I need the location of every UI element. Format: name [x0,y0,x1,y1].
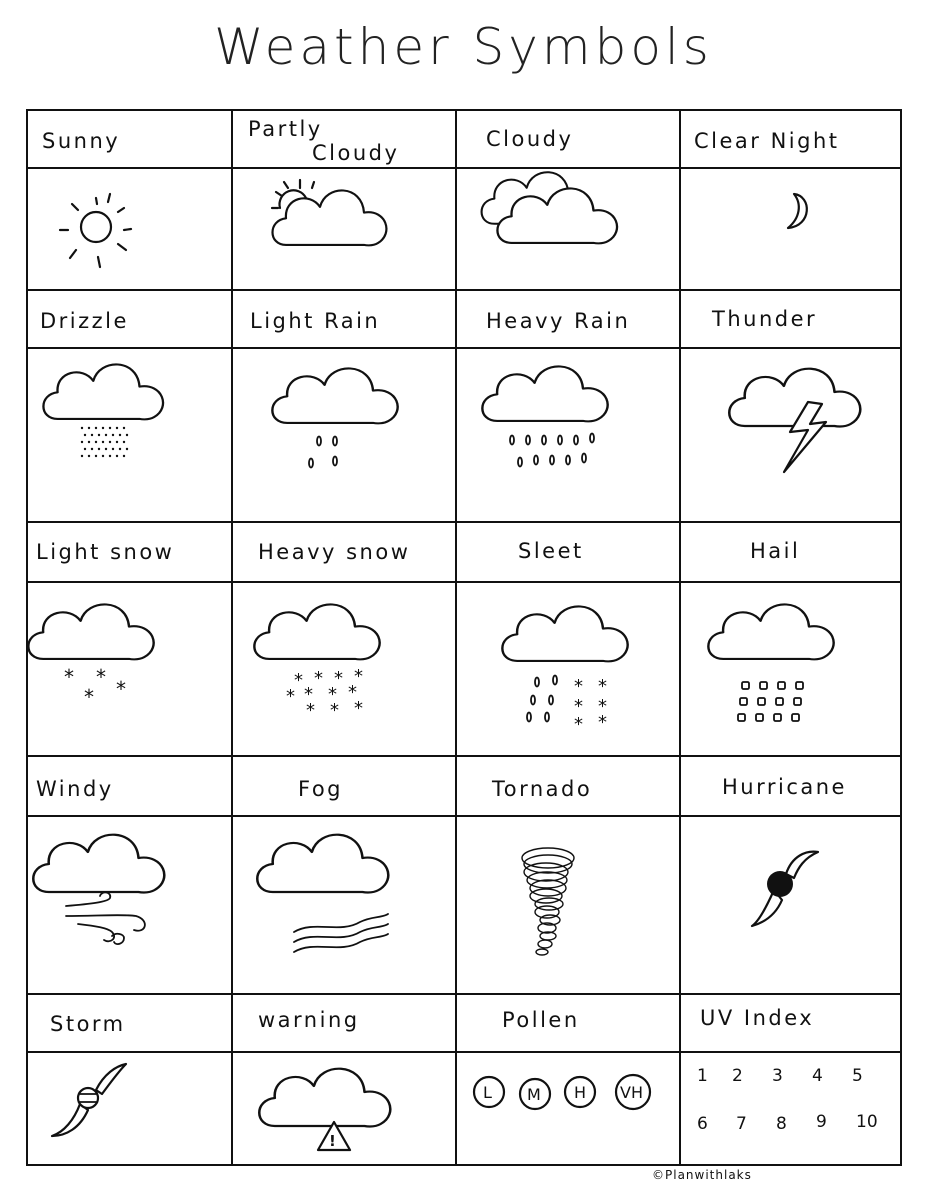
uv-number: 6 [697,1114,708,1134]
cloudy-icon [482,172,617,243]
svg-text:*: * [294,670,303,691]
pollen-icon [474,1075,650,1109]
light-rain-icon [272,368,397,467]
label-tornado: Tornado [492,777,593,801]
svg-text:*: * [574,676,583,697]
uv-number: 2 [732,1066,743,1086]
sleet-icon [502,606,627,735]
svg-text:*: * [598,696,607,717]
label-pollen: Pollen [502,1008,580,1032]
svg-text:*: * [306,700,315,721]
pollen-level-medium: M [527,1085,541,1104]
svg-text:*: * [348,682,357,703]
drizzle-icon [43,364,163,457]
label-sunny: Sunny [42,129,121,153]
pollen-level-low: L [483,1083,492,1102]
label-cloudy: Cloudy [486,127,574,151]
svg-text:*: * [334,668,343,689]
warning-icon [259,1069,390,1150]
svg-text:*: * [354,698,363,719]
svg-text:*: * [574,714,583,735]
uv-number: 8 [776,1114,787,1134]
svg-text:*: * [116,677,126,701]
light-snow-icon [28,604,153,709]
label-fog: Fog [298,777,344,801]
label-thunder: Thunder [712,307,818,331]
partly-cloudy-icon [272,180,386,245]
svg-text:*: * [96,665,106,689]
uv-number: 3 [772,1066,783,1086]
svg-text:*: * [84,685,94,709]
svg-text:*: * [330,700,339,721]
heavy-rain-icon [482,366,607,466]
label-windy: Windy [36,777,114,801]
moon-icon [788,194,807,228]
label-light-rain: Light Rain [250,309,381,333]
svg-text:*: * [314,668,323,689]
page-title: Weather Symbols [214,18,713,76]
warning-mark: ! [329,1132,336,1150]
pollen-level-high: H [574,1083,587,1102]
label-sleet: Sleet [518,539,584,563]
uv-number: 1 [697,1066,708,1086]
label-clear-night: Clear Night [694,129,840,153]
label-heavy-snow: Heavy snow [258,540,411,564]
svg-text:*: * [304,684,313,705]
label-partly-cloudy-2: Cloudy [312,141,400,165]
svg-text:*: * [328,684,337,705]
uv-number: 9 [816,1112,827,1132]
svg-text:*: * [286,686,295,707]
uv-index-icon [697,1066,878,1134]
label-light-snow: Light snow [36,540,175,564]
svg-text:*: * [354,666,363,687]
thunder-icon [729,369,860,472]
hail-icon [708,604,833,721]
heavy-snow-icon [254,604,379,721]
label-warning: warning [258,1008,360,1032]
sun-icon [60,194,131,267]
svg-text:*: * [598,712,607,733]
uv-number: 10 [856,1112,878,1132]
label-storm: Storm [50,1012,126,1036]
label-uv-index: UV Index [700,1006,815,1030]
fog-icon [257,835,388,952]
copyright-text: ©Planwithlaks [652,1168,752,1182]
tornado-icon [522,848,574,955]
label-partly-cloudy-1: Partly [248,117,323,141]
label-hail: Hail [750,539,801,563]
uv-number: 7 [736,1114,747,1134]
storm-icon [52,1064,126,1136]
label-heavy-rain: Heavy Rain [486,309,631,333]
windy-icon [33,835,164,944]
svg-text:*: * [598,676,607,697]
uv-number: 4 [812,1066,823,1086]
hurricane-icon [752,852,818,926]
svg-text:*: * [64,665,74,689]
uv-number: 5 [852,1066,863,1086]
pollen-level-very-high: VH [620,1083,643,1102]
svg-text:*: * [574,696,583,717]
label-drizzle: Drizzle [40,309,129,333]
label-hurricane: Hurricane [722,775,847,799]
